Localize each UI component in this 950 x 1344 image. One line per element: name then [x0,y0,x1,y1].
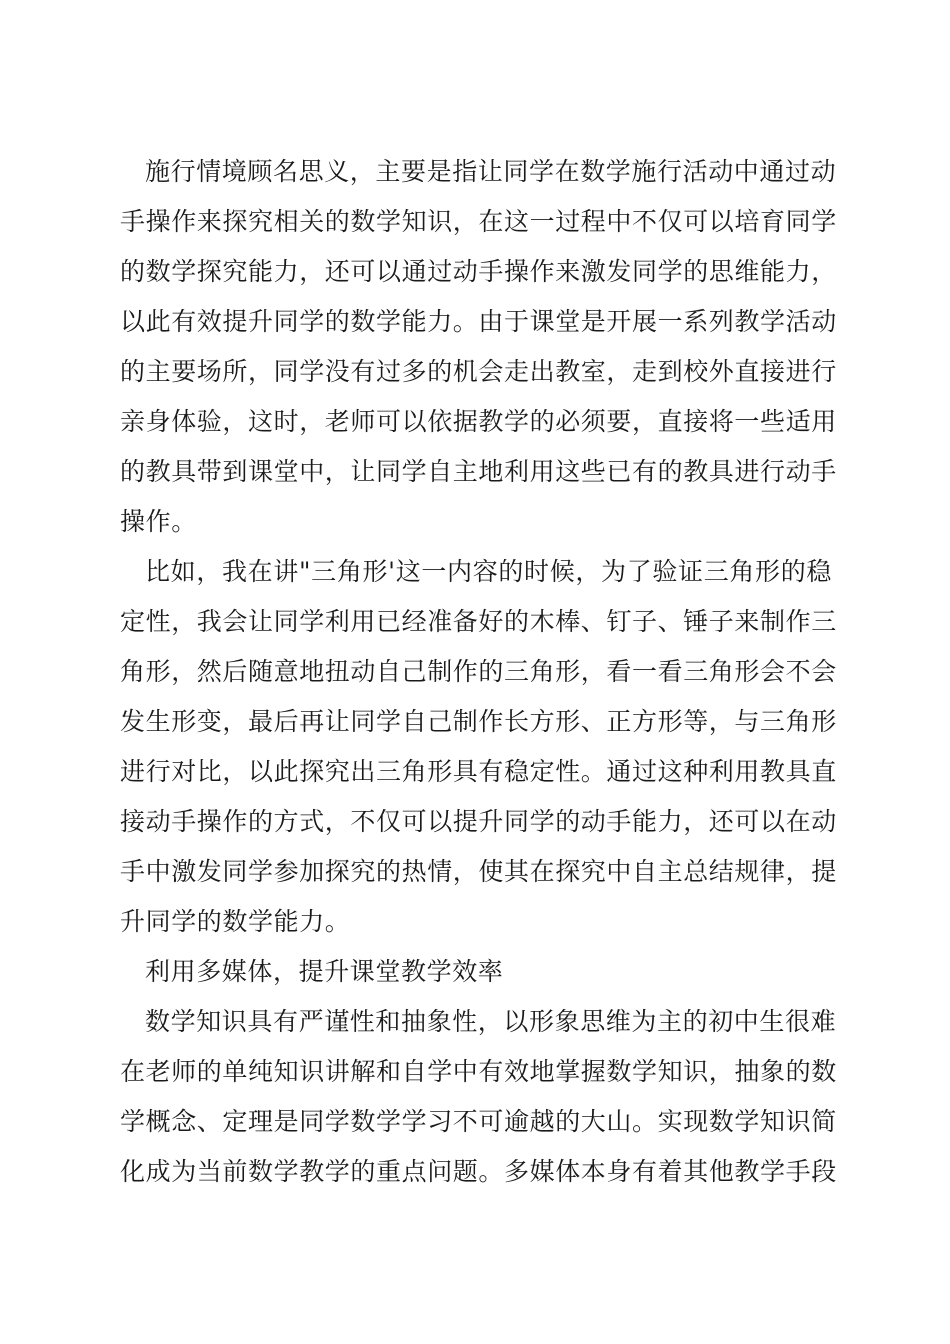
paragraph-practice-situation [120,147,837,547]
text-line: 以此有效提升同学的数学能力。由于课堂是开展一系列教学活动 [120,307,837,336]
text-line: 学概念、定理是同学数学学习不可逾越的大山。实现数学知识简 [120,1107,837,1136]
text-line: 升同学的数学能力。 [120,907,351,936]
text-line: 角形，然后随意地扭动自己制作的三角形，看一看三角形会不会 [120,657,837,686]
text-line: 操作。 [120,507,197,536]
text-line: 数学知识具有严谨性和抽象性，以形象思维为主的初中生很难 [145,1007,837,1036]
text-line: 化成为当前数学教学的重点问题。多媒体本身有着其他教学手段 [120,1157,837,1186]
text-line: 的数学探究能力，还可以通过动手操作来激发同学的思维能力， [120,257,837,286]
text-line: 发生形变，最后再让同学自己制作长方形、正方形等，与三角形 [120,707,837,736]
section-heading: 利用多媒体，提升课堂教学效率 [145,957,504,986]
text-line: 施行情境顾名思义，主要是指让同学在数学施行活动中通过动 [145,157,837,186]
text-line: 定性，我会让同学利用已经准备好的木棒、钉子、锤子来制作三 [120,607,837,636]
text-line: 比如，我在讲"三角形'这一内容的时候，为了验证三角形的稳 [145,557,832,586]
section-heading-multimedia [120,947,832,997]
text-line: 的教具带到课堂中，让同学自主地利用这些已有的教具进行动手 [120,457,837,486]
document-body [120,147,837,1197]
text-line: 进行对比，以此探究出三角形具有稳定性。通过这种利用教具直 [120,757,837,786]
text-line: 手操作来探究相关的数学知识，在这一过程中不仅可以培育同学 [120,207,837,236]
text-line: 在老师的单纯知识讲解和自学中有效地掌握数学知识，抽象的数 [120,1057,837,1086]
paragraph-multimedia [120,997,837,1197]
text-line: 的主要场所，同学没有过多的机会走出教室，走到校外直接进行 [120,357,837,386]
text-line: 接动手操作的方式，不仅可以提升同学的动手能力，还可以在动 [120,807,837,836]
text-line: 手中激发同学参加探究的热情，使其在探究中自主总结规律，提 [120,857,837,886]
paragraph-triangle-example [120,547,837,947]
text-line: 亲身体验，这时，老师可以依据教学的必须要，直接将一些适用 [120,407,837,436]
